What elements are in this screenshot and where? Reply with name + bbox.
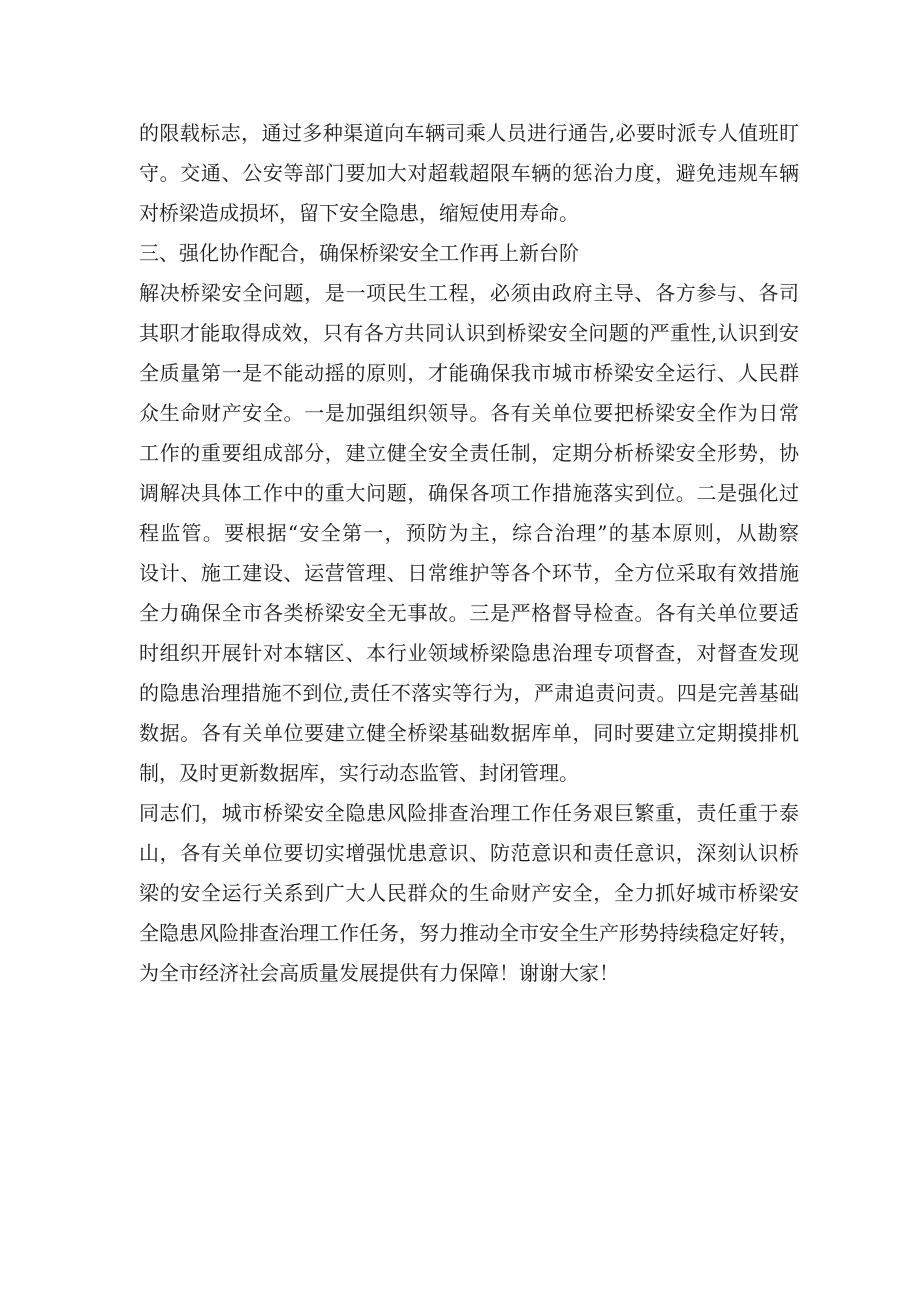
text-line-18: 同志们，城市桥梁安全隐患风险排查治理工作任务艰巨繁重，责任重于泰 bbox=[139, 801, 799, 825]
text-line-7: 全质量第一是不能动摇的原则，才能确保我市城市桥梁安全运行、人民群 bbox=[139, 361, 799, 385]
text-line-11: 程监管。要根据“安全第一，预防为主，综合治理”的基本原则，从勘察 bbox=[139, 521, 799, 545]
text-line-12: 设计、施工建设、运营管理、日常维护等各个环节，全方位采取有效措施 bbox=[139, 561, 799, 585]
text-line-21: 全隐患风险排查治理工作任务，努力推动全市安全生产形势持续稳定好转， bbox=[139, 921, 799, 945]
text-line-6: 其职才能取得成效，只有各方共同认识到桥梁安全问题的严重性,认识到安 bbox=[139, 321, 799, 345]
text-line-2: 守。交通、公安等部门要加大对超载超限车辆的惩治力度，避免违规车辆 bbox=[139, 161, 799, 185]
text-line-22: 为全市经济社会高质量发展提供有力保障！谢谢大家！ bbox=[139, 961, 619, 985]
text-line-16: 数据。各有关单位要建立健全桥梁基础数据库单，同时要建立定期摸排机 bbox=[139, 721, 799, 745]
text-line-10: 调解决具体工作中的重大问题，确保各项工作措施落实到位。二是强化过 bbox=[139, 481, 799, 505]
text-line-13: 全力确保全市各类桥梁安全无事故。三是严格督导检查。各有关单位要适 bbox=[139, 601, 799, 625]
text-line-15: 的隐患治理措施不到位,责任不落实等行为，严肃追责问责。四是完善基础 bbox=[139, 681, 799, 705]
text-line-20: 梁的安全运行关系到广大人民群众的生命财产安全，全力抓好城市桥梁安 bbox=[139, 881, 799, 905]
text-line-17: 制，及时更新数据库，实行动态监管、封闭管理。 bbox=[139, 761, 579, 785]
text-line-8: 众生命财产安全。一是加强组织领导。各有关单位要把桥梁安全作为日常 bbox=[139, 401, 799, 425]
text-line-1: 的限载标志，通过多种渠道向车辆司乘人员进行通告,必要时派专人值班盯 bbox=[139, 121, 799, 145]
text-line-19: 山，各有关单位要切实增强忧患意识、防范意识和责任意识，深刻认识桥 bbox=[139, 841, 799, 865]
text-line-5: 解决桥梁安全问题，是一项民生工程，必须由政府主导、各方参与、各司 bbox=[139, 281, 799, 305]
section-heading: 三、强化协作配合，确保桥梁安全工作再上新台阶 bbox=[139, 241, 579, 265]
text-line-9: 工作的重要组成部分，建立健全安全责任制，定期分析桥梁安全形势，协 bbox=[139, 441, 799, 465]
text-line-14: 时组织开展针对本辖区、本行业领域桥梁隐患治理专项督查，对督查发现 bbox=[139, 641, 799, 665]
text-line-3: 对桥梁造成损坏，留下安全隐患，缩短使用寿命。 bbox=[139, 201, 579, 225]
